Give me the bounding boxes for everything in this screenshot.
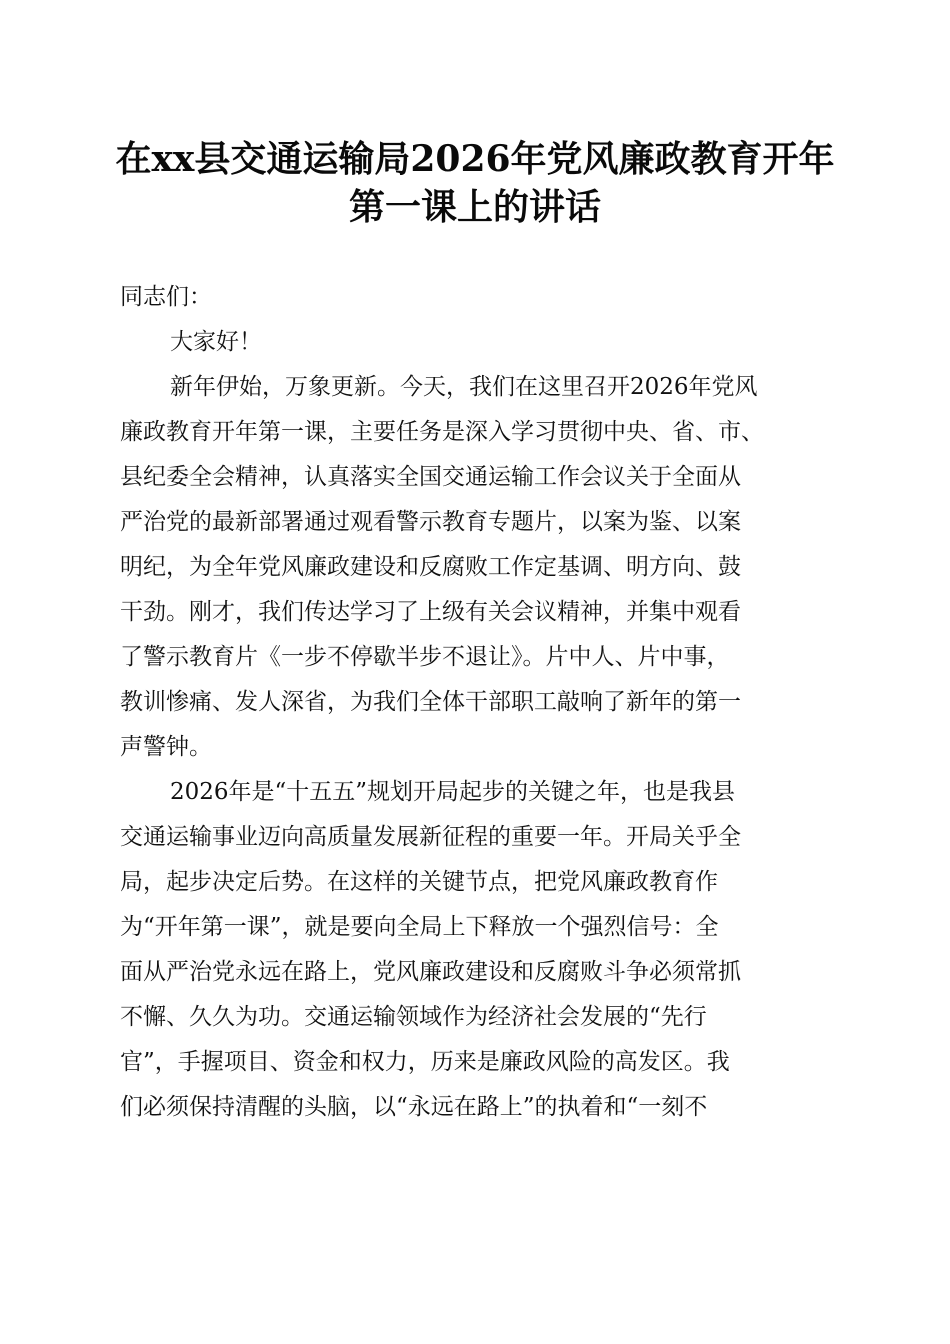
paragraph-1-line: 新年伊始，万象更新。今天，我们在这里召开2026年党风 xyxy=(170,374,758,400)
paragraph-2-line: 官”，手握项目、资金和权力，历来是廉政风险的高发区。我 xyxy=(120,1049,730,1075)
paragraph-2-line: 局，起步决定后势。在这样的关键节点，把党风廉政教育作 xyxy=(120,869,718,895)
paragraph-1-line: 了警示教育片《一步不停歇半步不退让》。片中人、片中事， xyxy=(120,644,730,670)
document-title-line-2: 第一课上的讲话 xyxy=(348,186,601,228)
paragraph-1-line: 声警钟。 xyxy=(120,734,212,760)
paragraph-1-line: 县纪委全会精神，认真落实全国交通运输工作会议关于全面从 xyxy=(120,464,741,490)
document-title-line-1: 在xx县交通运输局2026年党风廉政教育开年 xyxy=(115,138,835,180)
paragraph-1-line: 严治党的最新部署通过观看警示教育专题片，以案为鉴、以案 xyxy=(120,509,741,535)
paragraph-1-line: 明纪，为全年党风廉政建设和反腐败工作定基调、明方向、鼓 xyxy=(120,554,741,580)
paragraph-2-line: 面从严治党永远在路上，党风廉政建设和反腐败斗争必须常抓 xyxy=(120,959,741,985)
paragraph-2-line: 交通运输事业迈向高质量发展新征程的重要一年。开局关乎全 xyxy=(120,824,741,850)
paragraph-1-line: 干劲。刚才，我们传达学习了上级有关会议精神，并集中观看 xyxy=(120,599,741,625)
paragraph-2-line: 为“开年第一课”，就是要向全局上下释放一个强烈信号：全 xyxy=(120,914,719,940)
greeting: 大家好！ xyxy=(170,329,262,355)
paragraph-2-line: 们必须保持清醒的头脑，以“永远在路上”的执着和“一刻不 xyxy=(120,1094,708,1120)
salutation: 同志们： xyxy=(120,284,212,310)
paragraph-1-line: 教训惨痛、发人深省，为我们全体干部职工敲响了新年的第一 xyxy=(120,689,741,715)
paragraph-2-line: 不懈、久久为功。交通运输领域作为经济社会发展的“先行 xyxy=(120,1004,707,1030)
paragraph-2-line: 2026年是“十五五”规划开局起步的关键之年，也是我县 xyxy=(170,779,736,805)
paragraph-1-line: 廉政教育开年第一课，主要任务是深入学习贯彻中央、省、市、 xyxy=(120,419,764,445)
